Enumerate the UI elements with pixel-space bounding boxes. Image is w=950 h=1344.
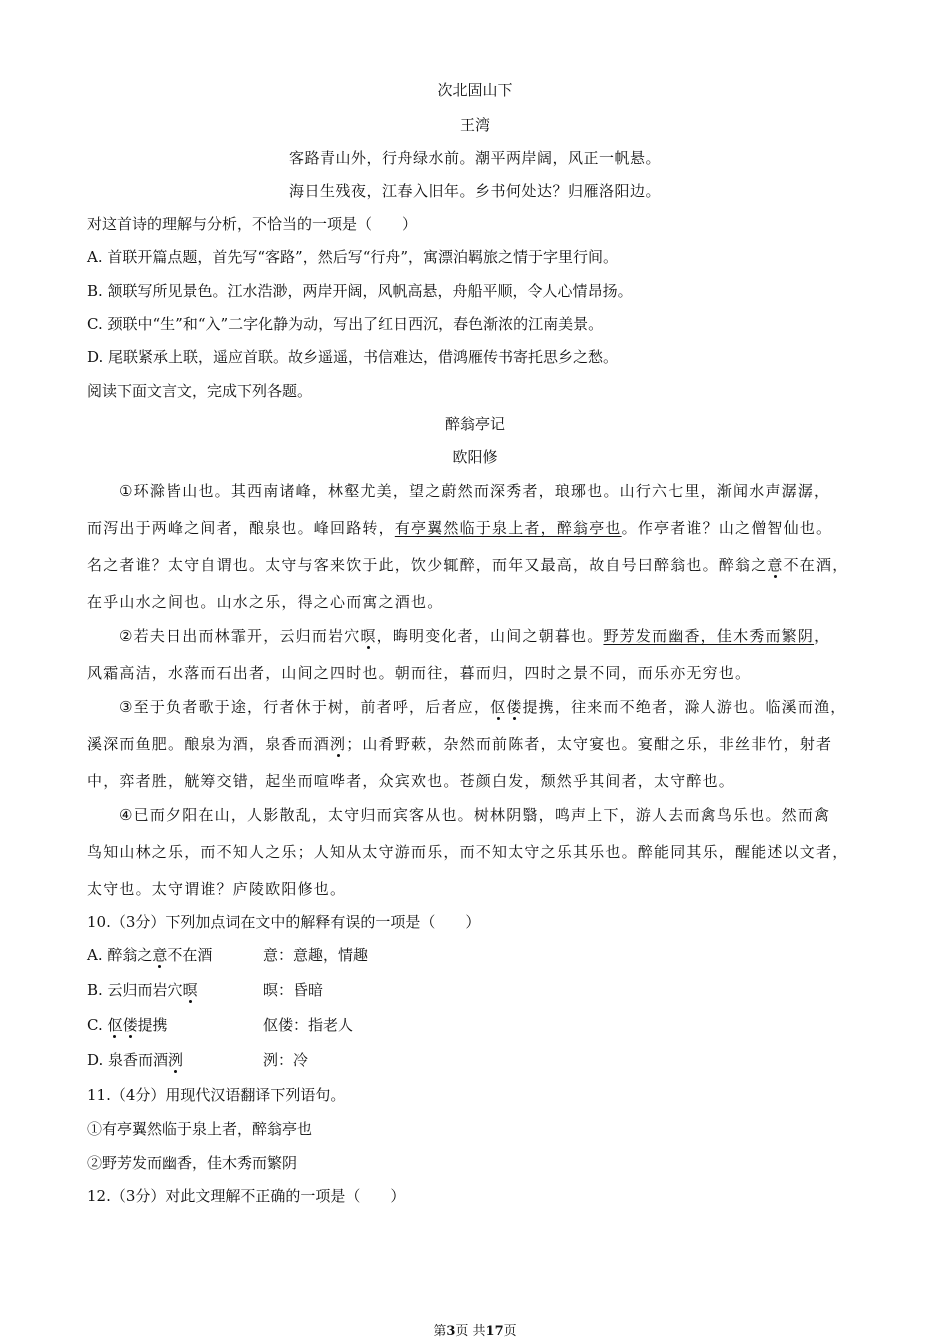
text: 提携 bbox=[137, 1016, 168, 1034]
q10-b-explanation: 暝：昏暗 bbox=[263, 981, 324, 999]
dotted-word: 洌 bbox=[168, 1051, 184, 1069]
text: 名之者谁？太守自谓也。太守与客来饮于此，饮少辄醉，而年又最高，故自号曰醉翁也。醉翁之 bbox=[87, 556, 768, 574]
essay-p3-line2 bbox=[87, 734, 832, 754]
text: 。作亭者谁？山之僧智仙也。 bbox=[621, 519, 833, 537]
q10-c-explanation: 伛偻：指老人 bbox=[263, 1016, 354, 1034]
dotted-word-ming: 暝 bbox=[360, 627, 377, 645]
essay-p2-line1 bbox=[119, 626, 830, 646]
footer-text: 第 bbox=[433, 1324, 447, 1339]
poem-option-a: A. 首联开篇点题，首先写“客路”，然后写“行舟”，寓漂泊羁旅之情于字里行间。 bbox=[87, 248, 619, 266]
footer-text: 页 bbox=[503, 1324, 517, 1339]
text: ②若夫日出而林霏开，云归而岩穴 bbox=[119, 627, 361, 645]
text: C. bbox=[87, 1016, 108, 1034]
q10-a-explanation: 意：意趣，情趣 bbox=[263, 946, 369, 964]
essay-p3-line1 bbox=[119, 697, 846, 717]
essay-p4-line2: 鸟知山林之乐，而不知人之乐；人知从太守游而乐，而不知太守之乐其乐也。醉能同其乐，醒能述以文者， bbox=[87, 843, 849, 861]
page-number: 3 bbox=[446, 1324, 456, 1339]
dotted-word: 偻 bbox=[122, 1016, 138, 1034]
poem-line-1: 客路青山外，行舟绿水前。潮平两岸阔，风正一帆悬。 bbox=[288, 149, 661, 167]
text: 提携，往来而不绝者，滁人游也。临溪而渔， bbox=[522, 698, 847, 716]
q11-stem: 11.（4分）用现代汉语翻译下列语句。 bbox=[87, 1086, 346, 1104]
text: ， bbox=[814, 627, 831, 645]
footer-text: 页 共 bbox=[455, 1324, 486, 1339]
essay-p3-line3: 中，弈者胜，觥筹交错，起坐而喧哗者，众宾欢也。苍颜白发，颓然乎其间者，太守醉也。 bbox=[87, 772, 736, 790]
q10-a-phrase bbox=[87, 945, 212, 965]
text: B. 云归而岩穴 bbox=[87, 981, 183, 999]
dotted-word: 伛 bbox=[107, 1016, 123, 1034]
text: 不在酒 bbox=[167, 946, 213, 964]
poem-line-2: 海日生残夜，江春入旧年。乡书何处达？归雁洛阳边。 bbox=[288, 182, 661, 200]
dotted-word-yi: 意 bbox=[767, 556, 784, 574]
dotted-word: 意 bbox=[152, 946, 168, 964]
q10-d-phrase bbox=[87, 1050, 183, 1070]
text: 而泻出于两峰之间者，酿泉也。峰回路转， bbox=[87, 519, 395, 537]
q10-stem: 10.（3分）下列加点词在文中的解释有误的一项是（ ） bbox=[87, 913, 481, 931]
essay-p1-line2 bbox=[87, 518, 832, 538]
dotted-word-lie: 洌 bbox=[330, 735, 347, 753]
poem-title: 次北固山下 bbox=[437, 81, 513, 99]
page-footer bbox=[0, 1324, 950, 1340]
poem-author: 王湾 bbox=[459, 116, 490, 134]
essay-p1-line4: 在乎山水之间也。山水之乐，得之心而寓之酒也。 bbox=[87, 593, 444, 611]
text: ；山肴野蔌，杂然而前陈者，太守宴也。宴酣之乐，非丝非竹，射者 bbox=[346, 735, 833, 753]
poem-option-d: D. 尾联紧承上联，遥应首联。故乡遥遥，书信难达，借鸿雁传书寄托思乡之愁。 bbox=[87, 348, 619, 366]
text: ，晦明变化者，山间之朝暮也。 bbox=[376, 627, 604, 645]
poem-question-stem: 对这首诗的理解与分析，不恰当的一项是（ ） bbox=[87, 215, 418, 233]
text: ③至于负者歌于途，行者休于树，前者呼，后者应， bbox=[119, 698, 491, 716]
text: D. 泉香而酒 bbox=[87, 1051, 169, 1069]
dotted-word-yu: 伛 bbox=[490, 698, 507, 716]
q10-c-phrase bbox=[87, 1015, 168, 1035]
text: A. 醉翁之 bbox=[87, 946, 153, 964]
reading-instruction: 阅读下面文言文，完成下列各题。 bbox=[87, 382, 313, 400]
text: 溪深而鱼肥。酿泉为酒，泉香而酒 bbox=[87, 735, 331, 753]
poem-option-c: C. 颈联中“生”和“入”二字化静为动，写出了红日西沉，春色渐浓的江南美景。 bbox=[87, 315, 604, 333]
underlined-sentence-2: 野芳发而幽香，佳木秀而繁阴 bbox=[603, 627, 815, 645]
dotted-word-lou: 偻 bbox=[506, 698, 523, 716]
dotted-word: 暝 bbox=[182, 981, 198, 999]
underlined-sentence-1: 有亭翼然临于泉上者，醉翁亭也 bbox=[394, 519, 622, 537]
q11-sentence-1: ①有亭翼然临于泉上者，醉翁亭也 bbox=[87, 1120, 313, 1138]
essay-p1-line1: ①环滁皆山也。其西南诸峰，林壑尤美，望之蔚然而深秀者，琅琊也。山行六七里，渐闻水声潺潺， bbox=[119, 482, 831, 500]
essay-p1-line3 bbox=[87, 555, 848, 575]
q10-b-phrase bbox=[87, 980, 198, 1000]
essay-p4-line3: 太守也。太守谓谁？庐陵欧阳修也。 bbox=[87, 880, 347, 898]
essay-title: 醉翁亭记 bbox=[444, 415, 505, 433]
essay-p2-line2: 风霜高洁，水落而石出者，山间之四时也。朝而往，暮而归，四时之景不同，而乐亦无穷也。 bbox=[87, 664, 752, 682]
q10-d-explanation: 洌：冷 bbox=[263, 1051, 309, 1069]
q12-stem: 12.（3分）对此文理解不正确的一项是（ ） bbox=[87, 1187, 406, 1205]
text: 不在酒， bbox=[783, 556, 849, 574]
essay-p4-line1: ④已而夕阳在山，人影散乱，太守归而宾客从也。树林阴翳，鸣声上下，游人去而禽鸟乐也。然而禽 bbox=[119, 806, 831, 824]
total-pages: 17 bbox=[485, 1324, 504, 1339]
q11-sentence-2: ②野芳发而幽香，佳木秀而繁阴 bbox=[87, 1154, 298, 1172]
essay-author: 欧阳修 bbox=[452, 448, 498, 466]
poem-option-b: B. 颔联写所见景色。江水浩渺，两岸开阔，风帆高悬，舟船平顺，令人心情昂扬。 bbox=[87, 282, 633, 300]
